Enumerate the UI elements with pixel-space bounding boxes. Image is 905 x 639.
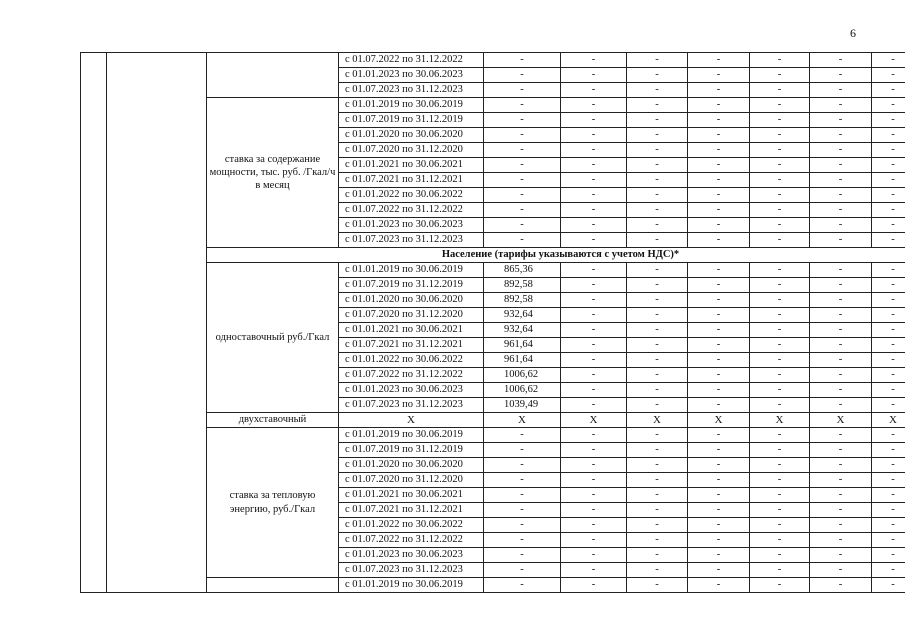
tariff-value-cell: 865,36 <box>484 263 561 278</box>
value-cell: - <box>484 428 561 443</box>
empty-value-cell: - <box>627 503 688 518</box>
empty-value-cell: - <box>872 53 905 68</box>
empty-value-cell: - <box>561 98 627 113</box>
empty-value-cell: - <box>810 83 872 98</box>
empty-value-cell: - <box>872 473 905 488</box>
empty-value-cell: - <box>688 488 750 503</box>
empty-value-cell: - <box>627 83 688 98</box>
empty-value-cell: - <box>750 293 810 308</box>
empty-value-cell: - <box>872 158 905 173</box>
empty-value-cell: - <box>750 233 810 248</box>
period-cell: с 01.01.2021 по 30.06.2021 <box>339 323 484 338</box>
empty-value-cell: - <box>750 488 810 503</box>
empty-value-cell: - <box>750 323 810 338</box>
empty-value-cell: - <box>688 218 750 233</box>
empty-value-cell: - <box>688 518 750 533</box>
period-cell: с 01.01.2021 по 30.06.2021 <box>339 488 484 503</box>
empty-value-cell: - <box>750 173 810 188</box>
tariff-table <box>80 52 905 593</box>
empty-value-cell: - <box>810 173 872 188</box>
value-cell: - <box>484 473 561 488</box>
empty-value-cell: - <box>750 578 810 593</box>
empty-value-cell: - <box>561 203 627 218</box>
x-mark-cell: X <box>688 413 750 428</box>
value-cell: - <box>484 518 561 533</box>
empty-value-cell: - <box>688 368 750 383</box>
empty-value-cell: - <box>872 128 905 143</box>
page-number: 6 <box>850 26 856 40</box>
empty-value-cell: - <box>688 158 750 173</box>
empty-value-cell: - <box>627 53 688 68</box>
rate-label-cell: ставка за тепловую энергию, руб./Гкал <box>207 428 339 578</box>
empty-value-cell: - <box>627 188 688 203</box>
section-header: Население (тарифы указываются с учетом НДС)* <box>207 248 905 263</box>
tariff-value-cell: 932,64 <box>484 323 561 338</box>
empty-value-cell: - <box>872 263 905 278</box>
empty-value-cell: - <box>561 83 627 98</box>
value-cell: - <box>484 158 561 173</box>
period-cell: с 01.07.2021 по 31.12.2021 <box>339 173 484 188</box>
empty-value-cell: - <box>561 233 627 248</box>
empty-value-cell: - <box>872 143 905 158</box>
period-cell: с 01.01.2022 по 30.06.2022 <box>339 188 484 203</box>
x-mark-cell: X <box>810 413 872 428</box>
empty-value-cell: - <box>627 218 688 233</box>
empty-value-cell: - <box>750 353 810 368</box>
empty-value-cell: - <box>750 428 810 443</box>
empty-value-cell: - <box>750 338 810 353</box>
empty-value-cell: - <box>561 53 627 68</box>
empty-value-cell: - <box>810 203 872 218</box>
empty-value-cell: - <box>627 548 688 563</box>
empty-value-cell: - <box>561 68 627 83</box>
empty-value-cell: - <box>688 398 750 413</box>
tariff-table-body <box>81 53 905 593</box>
empty-value-cell: - <box>872 83 905 98</box>
x-mark-cell: X <box>750 413 810 428</box>
empty-value-cell: - <box>688 98 750 113</box>
x-mark-cell: X <box>872 413 905 428</box>
empty-value-cell: - <box>872 458 905 473</box>
empty-value-cell: - <box>810 308 872 323</box>
period-cell: с 01.07.2019 по 31.12.2019 <box>339 113 484 128</box>
empty-value-cell: - <box>750 203 810 218</box>
empty-value-cell: - <box>688 188 750 203</box>
empty-value-cell: - <box>688 203 750 218</box>
empty-value-cell: - <box>810 278 872 293</box>
empty-value-cell: - <box>688 563 750 578</box>
empty-value-cell: - <box>872 488 905 503</box>
period-cell: с 01.01.2020 по 30.06.2020 <box>339 293 484 308</box>
empty-value-cell: - <box>688 503 750 518</box>
period-cell: с 01.07.2019 по 31.12.2019 <box>339 443 484 458</box>
empty-value-cell: - <box>872 578 905 593</box>
empty-value-cell: - <box>872 503 905 518</box>
empty-value-cell: - <box>750 113 810 128</box>
period-cell: с 01.07.2021 по 31.12.2021 <box>339 503 484 518</box>
empty-value-cell: - <box>561 428 627 443</box>
value-cell: - <box>484 68 561 83</box>
table-row <box>81 53 905 68</box>
value-cell: - <box>484 443 561 458</box>
empty-value-cell: - <box>688 383 750 398</box>
empty-value-cell: - <box>561 338 627 353</box>
x-mark-cell: X <box>561 413 627 428</box>
empty-value-cell: - <box>750 158 810 173</box>
empty-value-cell: - <box>810 68 872 83</box>
empty-value-cell: - <box>627 158 688 173</box>
empty-value-cell: - <box>810 293 872 308</box>
empty-value-cell: - <box>627 473 688 488</box>
empty-value-cell: - <box>561 398 627 413</box>
empty-value-cell: - <box>688 233 750 248</box>
empty-value-cell: - <box>810 143 872 158</box>
value-cell: - <box>484 533 561 548</box>
empty-value-cell: - <box>750 68 810 83</box>
empty-value-cell: - <box>750 128 810 143</box>
empty-value-cell: - <box>810 488 872 503</box>
empty-value-cell: - <box>872 218 905 233</box>
empty-value-cell: - <box>627 533 688 548</box>
period-cell: с 01.01.2023 по 30.06.2023 <box>339 548 484 563</box>
empty-value-cell: - <box>810 113 872 128</box>
empty-value-cell: - <box>688 578 750 593</box>
empty-value-cell: - <box>561 143 627 158</box>
empty-value-cell: - <box>872 533 905 548</box>
empty-value-cell: - <box>561 488 627 503</box>
empty-value-cell: - <box>872 368 905 383</box>
empty-value-cell: - <box>688 128 750 143</box>
empty-value-cell: - <box>627 203 688 218</box>
empty-value-cell: - <box>627 458 688 473</box>
value-cell: - <box>484 488 561 503</box>
value-cell: - <box>484 173 561 188</box>
empty-value-cell: - <box>872 323 905 338</box>
empty-value-cell: - <box>627 398 688 413</box>
empty-value-cell: - <box>561 113 627 128</box>
empty-value-cell: - <box>810 518 872 533</box>
empty-value-cell: - <box>688 548 750 563</box>
period-cell: с 01.01.2022 по 30.06.2022 <box>339 353 484 368</box>
empty-value-cell: - <box>688 68 750 83</box>
empty-value-cell: - <box>688 113 750 128</box>
value-cell: - <box>484 548 561 563</box>
x-mark-cell: X <box>484 413 561 428</box>
empty-value-cell: - <box>627 338 688 353</box>
empty-value-cell: - <box>810 428 872 443</box>
empty-value-cell: - <box>688 533 750 548</box>
empty-value-cell: - <box>627 143 688 158</box>
period-cell: с 01.07.2020 по 31.12.2020 <box>339 473 484 488</box>
empty-value-cell: - <box>810 548 872 563</box>
empty-value-cell: - <box>872 68 905 83</box>
empty-value-cell: - <box>810 263 872 278</box>
empty-value-cell: - <box>688 428 750 443</box>
empty-value-cell: - <box>750 398 810 413</box>
empty-value-cell: - <box>750 83 810 98</box>
empty-value-cell: - <box>872 443 905 458</box>
empty-value-cell: - <box>561 353 627 368</box>
empty-value-cell: - <box>561 263 627 278</box>
empty-value-cell: - <box>810 158 872 173</box>
empty-value-cell: - <box>627 323 688 338</box>
value-cell: - <box>484 218 561 233</box>
tariff-value-cell: 892,58 <box>484 278 561 293</box>
empty-value-cell: - <box>561 323 627 338</box>
empty-value-cell: - <box>627 443 688 458</box>
empty-value-cell: - <box>561 563 627 578</box>
empty-value-cell: - <box>688 263 750 278</box>
empty-value-cell: - <box>561 518 627 533</box>
empty-value-cell: - <box>810 578 872 593</box>
empty-value-cell: - <box>627 353 688 368</box>
empty-value-cell: - <box>561 278 627 293</box>
period-cell: с 01.07.2022 по 31.12.2022 <box>339 53 484 68</box>
empty-value-cell: - <box>872 113 905 128</box>
empty-value-cell: - <box>872 548 905 563</box>
empty-value-cell: - <box>627 428 688 443</box>
empty-value-cell: - <box>561 293 627 308</box>
empty-value-cell: - <box>688 308 750 323</box>
empty-value-cell: - <box>750 308 810 323</box>
empty-value-cell: - <box>750 458 810 473</box>
empty-value-cell: - <box>561 218 627 233</box>
empty-value-cell: - <box>750 218 810 233</box>
period-cell: с 01.01.2022 по 30.06.2022 <box>339 518 484 533</box>
empty-value-cell: - <box>627 488 688 503</box>
value-cell: - <box>484 98 561 113</box>
empty-value-cell: - <box>627 263 688 278</box>
empty-value-cell: - <box>810 188 872 203</box>
period-cell: с 01.07.2023 по 31.12.2023 <box>339 83 484 98</box>
empty-value-cell: - <box>627 308 688 323</box>
value-cell: - <box>484 53 561 68</box>
empty-value-cell: - <box>750 548 810 563</box>
rate-label-cell: одноставочный руб./Гкал <box>207 263 339 413</box>
empty-value-cell: - <box>872 173 905 188</box>
x-mark-cell: X <box>627 413 688 428</box>
value-cell: - <box>484 188 561 203</box>
empty-value-cell: - <box>627 293 688 308</box>
empty-value-cell: - <box>688 143 750 158</box>
empty-value-cell: - <box>561 578 627 593</box>
value-cell: - <box>484 143 561 158</box>
empty-value-cell: - <box>561 368 627 383</box>
empty-value-cell: - <box>810 473 872 488</box>
empty-value-cell: - <box>810 53 872 68</box>
period-cell: с 01.01.2023 по 30.06.2023 <box>339 218 484 233</box>
empty-value-cell: - <box>872 98 905 113</box>
empty-value-cell: - <box>810 563 872 578</box>
tariff-value-cell: 932,64 <box>484 308 561 323</box>
empty-value-cell: - <box>872 563 905 578</box>
empty-value-cell: - <box>872 293 905 308</box>
empty-value-cell: - <box>627 233 688 248</box>
row-number-column <box>81 53 107 593</box>
rate-label-cell: двухставочный <box>207 413 339 428</box>
tariff-value-cell: 1039,49 <box>484 398 561 413</box>
period-cell: с 01.01.2019 по 30.06.2019 <box>339 98 484 113</box>
empty-value-cell: - <box>688 338 750 353</box>
tariff-value-cell: 961,64 <box>484 338 561 353</box>
empty-value-cell: - <box>688 83 750 98</box>
empty-value-cell: - <box>750 143 810 158</box>
period-cell: с 01.01.2019 по 30.06.2019 <box>339 428 484 443</box>
empty-value-cell: - <box>872 428 905 443</box>
period-cell: с 01.07.2020 по 31.12.2020 <box>339 143 484 158</box>
period-cell: с 01.01.2019 по 30.06.2019 <box>339 263 484 278</box>
tariff-value-cell: 892,58 <box>484 293 561 308</box>
empty-value-cell: - <box>810 338 872 353</box>
empty-value-cell: - <box>627 578 688 593</box>
empty-value-cell: - <box>561 503 627 518</box>
period-cell: с 01.01.2021 по 30.06.2021 <box>339 158 484 173</box>
empty-value-cell: - <box>688 458 750 473</box>
empty-value-cell: - <box>561 473 627 488</box>
empty-value-cell: - <box>750 368 810 383</box>
period-cell: с 01.07.2022 по 31.12.2022 <box>339 368 484 383</box>
empty-value-cell: - <box>561 173 627 188</box>
empty-value-cell: - <box>750 473 810 488</box>
empty-value-cell: - <box>627 383 688 398</box>
period-cell: с 01.07.2020 по 31.12.2020 <box>339 308 484 323</box>
empty-value-cell: - <box>561 533 627 548</box>
empty-value-cell: - <box>627 278 688 293</box>
empty-value-cell: - <box>627 518 688 533</box>
empty-value-cell: - <box>627 563 688 578</box>
empty-value-cell: - <box>872 188 905 203</box>
empty-value-cell: - <box>750 563 810 578</box>
empty-value-cell: - <box>750 503 810 518</box>
value-cell: - <box>484 563 561 578</box>
empty-value-cell: - <box>810 323 872 338</box>
empty-value-cell: - <box>810 503 872 518</box>
value-cell: - <box>484 233 561 248</box>
empty-value-cell: - <box>750 443 810 458</box>
value-cell: - <box>484 503 561 518</box>
period-cell: с 01.07.2023 по 31.12.2023 <box>339 233 484 248</box>
empty-value-cell: - <box>872 203 905 218</box>
empty-value-cell: - <box>627 173 688 188</box>
empty-value-cell: - <box>872 233 905 248</box>
empty-value-cell: - <box>688 473 750 488</box>
period-cell: с 01.01.2023 по 30.06.2023 <box>339 383 484 398</box>
period-cell: с 01.01.2020 по 30.06.2020 <box>339 128 484 143</box>
empty-value-cell: - <box>627 113 688 128</box>
tariff-value-cell: 1006,62 <box>484 368 561 383</box>
empty-value-cell: - <box>688 323 750 338</box>
empty-value-cell: - <box>561 458 627 473</box>
empty-value-cell: - <box>561 548 627 563</box>
empty-value-cell: - <box>810 398 872 413</box>
period-cell: с 01.01.2020 по 30.06.2020 <box>339 458 484 473</box>
period-cell: с 01.07.2023 по 31.12.2023 <box>339 563 484 578</box>
empty-value-cell: - <box>750 533 810 548</box>
empty-value-cell: - <box>561 158 627 173</box>
empty-value-cell: - <box>561 308 627 323</box>
empty-value-cell: - <box>688 53 750 68</box>
empty-value-cell: - <box>627 368 688 383</box>
empty-value-cell: - <box>872 398 905 413</box>
empty-value-cell: - <box>810 98 872 113</box>
period-cell: с 01.07.2022 по 31.12.2022 <box>339 533 484 548</box>
empty-value-cell: - <box>561 128 627 143</box>
empty-value-cell: - <box>750 53 810 68</box>
empty-value-cell: - <box>750 278 810 293</box>
empty-value-cell: - <box>750 188 810 203</box>
organization-column <box>107 53 207 593</box>
x-mark-cell: X <box>339 413 484 428</box>
value-cell: - <box>484 458 561 473</box>
value-cell: - <box>484 128 561 143</box>
empty-value-cell: - <box>750 98 810 113</box>
period-cell: с 01.01.2019 по 30.06.2019 <box>339 578 484 593</box>
empty-value-cell: - <box>872 338 905 353</box>
empty-value-cell: - <box>627 128 688 143</box>
empty-value-cell: - <box>810 533 872 548</box>
value-cell: - <box>484 113 561 128</box>
empty-value-cell: - <box>810 353 872 368</box>
empty-value-cell: - <box>688 353 750 368</box>
empty-value-cell: - <box>688 278 750 293</box>
empty-value-cell: - <box>750 518 810 533</box>
tariff-value-cell: 961,64 <box>484 353 561 368</box>
empty-value-cell: - <box>810 233 872 248</box>
empty-value-cell: - <box>810 368 872 383</box>
empty-value-cell: - <box>688 173 750 188</box>
rate-label-cell: ставка за содержание мощности, тыс. руб. /Гкал/ч в месяц <box>207 98 339 248</box>
empty-value-cell: - <box>561 188 627 203</box>
tariff-value-cell: 1006,62 <box>484 383 561 398</box>
empty-value-cell: - <box>872 308 905 323</box>
period-cell: с 01.01.2023 по 30.06.2023 <box>339 68 484 83</box>
period-cell: с 01.07.2022 по 31.12.2022 <box>339 203 484 218</box>
empty-value-cell: - <box>561 383 627 398</box>
period-cell: с 01.07.2019 по 31.12.2019 <box>339 278 484 293</box>
value-cell: - <box>484 83 561 98</box>
empty-value-cell: - <box>872 278 905 293</box>
empty-value-cell: - <box>872 353 905 368</box>
empty-value-cell: - <box>627 68 688 83</box>
empty-value-cell: - <box>627 98 688 113</box>
period-cell: с 01.07.2023 по 31.12.2023 <box>339 398 484 413</box>
empty-value-cell: - <box>810 458 872 473</box>
empty-value-cell: - <box>810 443 872 458</box>
empty-value-cell: - <box>810 218 872 233</box>
period-cell: с 01.07.2021 по 31.12.2021 <box>339 338 484 353</box>
rate-label-cell <box>207 578 339 593</box>
value-cell: - <box>484 578 561 593</box>
empty-value-cell: - <box>810 383 872 398</box>
value-cell: - <box>484 203 561 218</box>
empty-value-cell: - <box>750 263 810 278</box>
empty-value-cell: - <box>810 128 872 143</box>
rate-label-cell <box>207 53 339 98</box>
empty-value-cell: - <box>688 293 750 308</box>
empty-value-cell: - <box>688 443 750 458</box>
empty-value-cell: - <box>561 443 627 458</box>
empty-value-cell: - <box>750 383 810 398</box>
empty-value-cell: - <box>872 383 905 398</box>
empty-value-cell: - <box>872 518 905 533</box>
